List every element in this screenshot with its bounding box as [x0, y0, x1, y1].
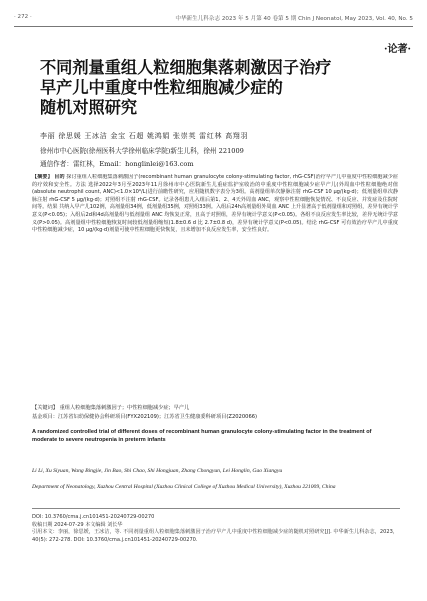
funding: 基金项目：江苏省妇幼保健协会科研项目(FYX202109)；江苏省卫生健康委科研项目(Z2020066): [32, 414, 258, 420]
running-header: [14, 14, 413, 24]
received-date: 收稿日期 2024-07-29 本文编辑 刘长华: [32, 521, 123, 528]
corresponding-author: 通信作者：雷红林，Email：honglinlei@163.com: [40, 160, 194, 168]
abstract-body: 探讨重组人粒细胞集落刺激因子(recombinant human granulocyte colony-stimulating factor, rhG-CSF)治疗早产儿中重度中性粒细胞减少症的疗效和安全性。方法 选择2022年3月至2023年11月徐州市中心医院新生儿重症监护室收治的中重度中性粒细胞减少症早产儿(外周血中性粒细胞绝对值(absolute neutrophil count, ANC)<1.0×10⁹/L)进行前瞻性研究，应用随机数字表分为3组。高剂量组单次静脉注射 rhG-CSF 10 μg/(kg·d)；低剂量组单次静脉注射 rhG-CSF 5 μg/(kg·d)；对照组不注射 rhG-CSF。记录各组患儿入组后第1、2、4天外周血 ANC，观察中性粒细胞恢复情况、不良反应、并发症及住院时间等。结果 共纳入早产儿102例，高剂量组34例，低剂量组35例，对照组33例。入组后24h高剂量组外周血 ANC 上升显著高于低剂量组和对照组，差异有统计学意义(P<0.05)；入组后2d和4d高剂量组与低剂量组 ANC 均恢复正常，且高于对照组，差异有统计学意义(P<0.05)。各组不良反应发生率比较，差异无统计学意义(P>0.05)。高剂量组中性粒细胞恢复时间较低剂量组缩短(1.8±0.6 d 比 2.7±0.8 d)，差异有统计学意义(P<0.05)。结论 rhG-CSF 可有效治疗早产儿中重度中性粒细胞减少症，10 μg/(kg·d)剂量可使中性粒细胞更快恢复，且未增加不良反应发生率，安全性良好。: [32, 174, 398, 234]
article-title: [40, 58, 400, 118]
section-label: ·论著·: [384, 44, 411, 55]
header-rule: [14, 26, 413, 27]
title-line: 早产儿中重度中性粒细胞减少症的: [40, 78, 283, 97]
keywords: 【关键词】 重组人粒细胞集落刺激因子；中性粒细胞减少症；早产儿: [32, 405, 190, 411]
english-title: A randomized controlled trial of different doses of recombinant human granulocyte colony-stimulating factor in the treatment of moderate to severe neutropenia in preterm infants: [32, 429, 372, 443]
citation: 引用本文：李丽，徐思媛，王冰洁，等. 不同剂量重组人粒细胞集落刺激因子治疗早产儿中重度中性粒细胞减少症的随机对照研究[J]. 中华新生儿科杂志，2023，40(5): 272-278. DOI: 10.3760/cma.j.cn101451-20240729-00270.: [32, 529, 398, 543]
doi[interactable]: DOI: 10.3760/cma.j.cn101451-20240729-00270: [32, 514, 155, 520]
title-line: 不同剂量重组人粒细胞集落刺激因子治疗: [40, 58, 332, 77]
affiliation: 徐州市中心医院(徐州医科大学徐州临床学院)新生儿科，徐州 221009: [40, 147, 244, 155]
author-list: 李丽 徐思媛 王冰洁 金宝 石超 姚鸿娟 张崇英 雷红林 高翔羽: [40, 132, 249, 140]
page-number: · 272 ·: [14, 14, 32, 20]
objective-label: 目的: [54, 174, 65, 180]
title-line: 随机对照研究: [40, 98, 138, 117]
english-affiliation: Department of Neonatology, Xuzhou Central Hospital (Xuzhou Clinical College of Xuzhou Medical University), Xuzhou 221009, China: [32, 484, 336, 490]
chinese-abstract: [32, 174, 398, 402]
journal-citation-header: 中华新生儿科杂志 2023 年 5 月第 40 卷第 5 期 Chin J Neonatol, May 2023, Vol. 40, No. 5: [175, 16, 413, 22]
abstract-label: 【摘要】: [32, 174, 53, 180]
english-authors: Li Li, Xu Siyuan, Wang Bingjie, Jin Bao, Shi Chao, Shi Hongjuan, Zhang Chongyun, Lei Honglin, Gao Xiangyu: [32, 468, 283, 474]
footer-rule: [32, 508, 400, 509]
footer-notes: [32, 514, 398, 544]
